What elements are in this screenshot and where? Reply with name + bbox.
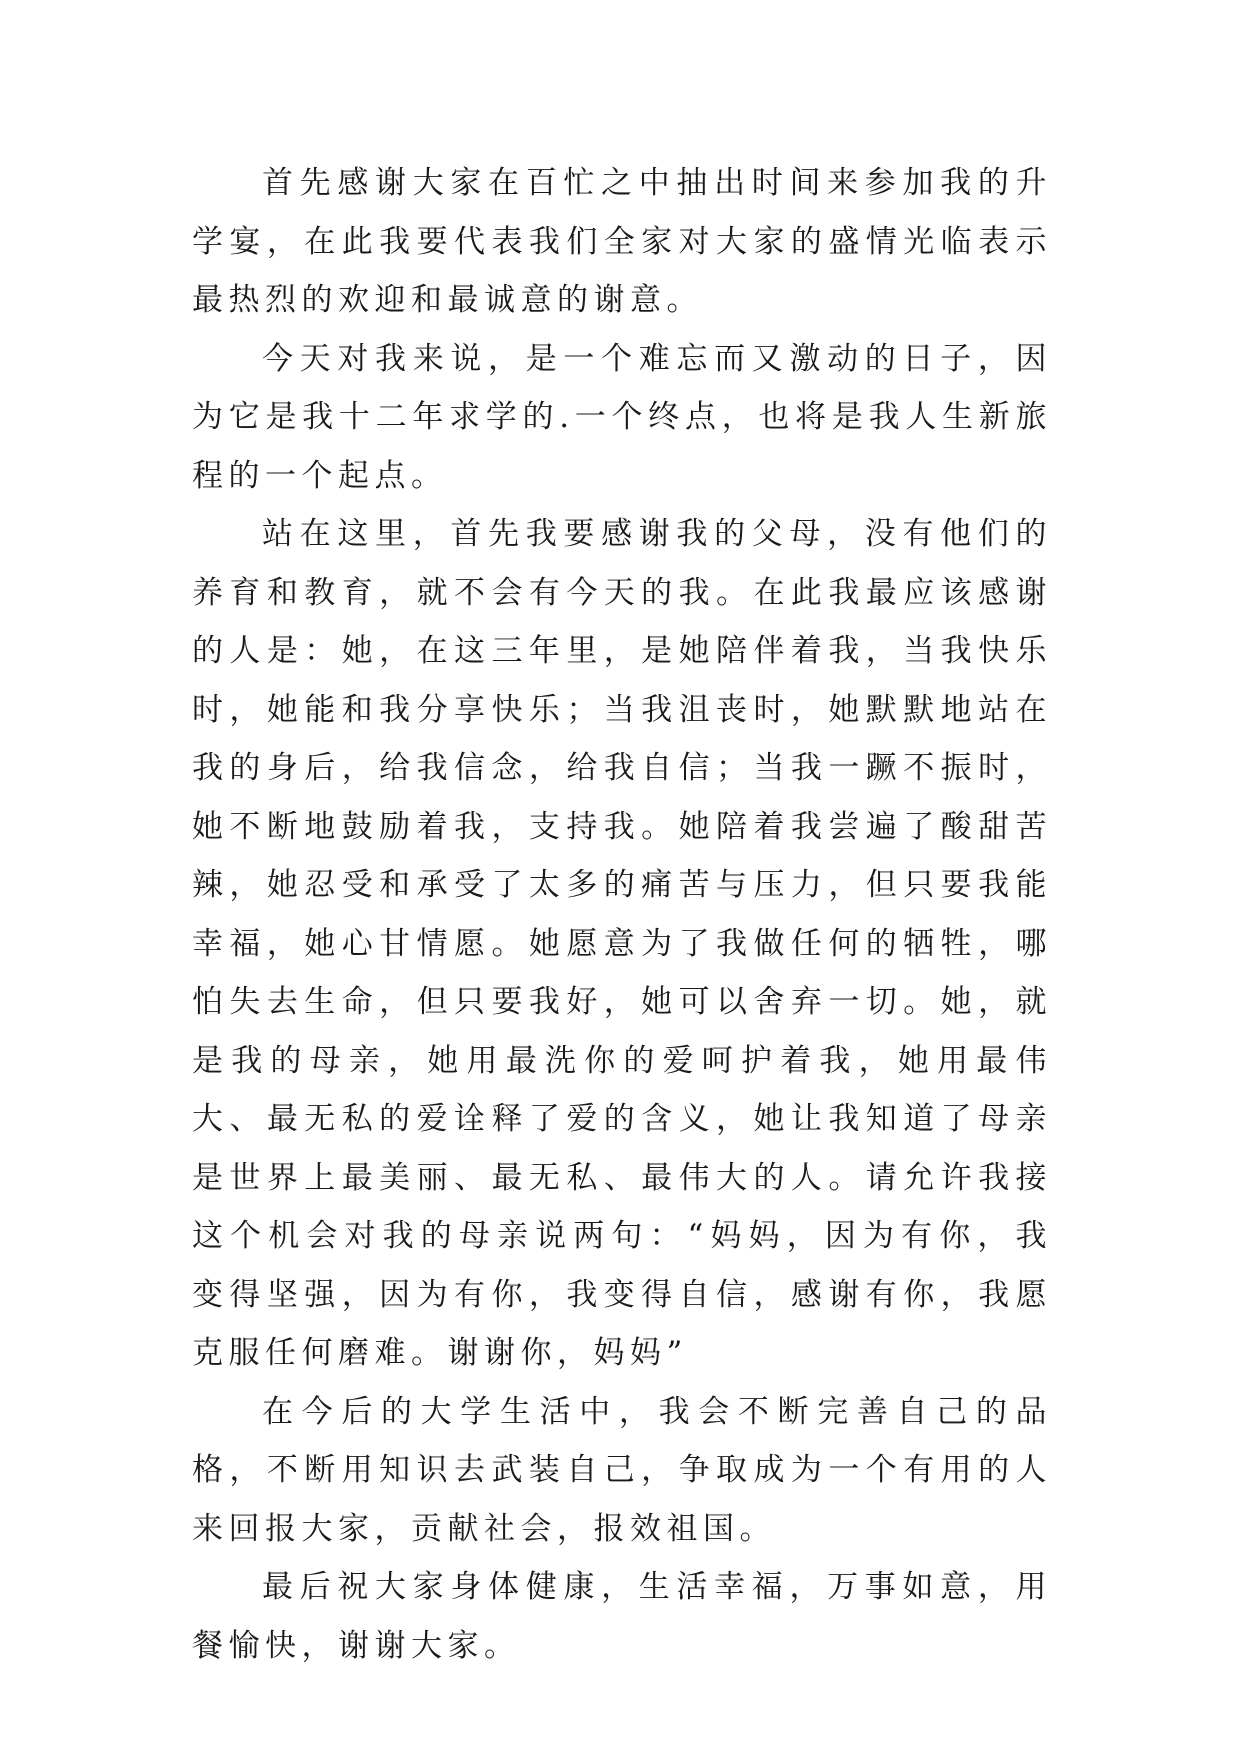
- paragraph-future: 在今后的大学生活中，我会不断完善自己的品格，不断用知识去武装自己，争取成为一个有用的人来回报大家，贡献社会，报效祖国。: [192, 1393, 1052, 1547]
- paragraph-today: 今天对我来说，是一个难忘而又激动的日子，因为它是我十二年求学的.一个终点，也将是我人生新旅程的一个起点。: [192, 340, 1052, 494]
- paragraph-welcome: 首先感谢大家在百忙之中抽出时间来参加我的升学宴，在此我要代表我们全家对大家的盛情光临表示最热烈的欢迎和最诚意的谢意。: [192, 165, 1052, 318]
- paragraph-closing: 最后祝大家身体健康，生活幸福，万事如意，用餐愉快，谢谢大家。: [192, 1569, 1052, 1664]
- paragraph-gratitude-mother: 站在这里，首先我要感谢我的父母，没有他们的养育和教育，就不会有今天的我。在此我最应该感谢的人是：她，在这三年里，是她陪伴着我，当我快乐时，她能和我分享快乐；当我沮丧时，她默默地站在我的身后，给我信念，给我自信；当我一蹶不振时，她不断地鼓励着我，支持我。她陪着我尝遍了酸甜苦辣，她忍受和承受了太多的痛苦与压力，但只要我能幸福，她心甘情愿。她愿意为了我做任何的牺牲，哪怕失去生命，但只要我好，她可以舍弃一切。她，就是我的母亲，她用最洗你的爱呵护着我，她用最伟大、最无私的爱诠释了爱的含义，她让我知道了母亲是世界上最美丽、最无私、最伟大的人。请允许我接这个机会对我的母亲说两句：“妈妈，因为有你，我变得坚强，因为有你，我变得自信，感谢有你，我愿克服任何磨难。谢谢你，妈妈”: [192, 516, 1052, 1371]
- document-body: [192, 154, 1052, 1675]
